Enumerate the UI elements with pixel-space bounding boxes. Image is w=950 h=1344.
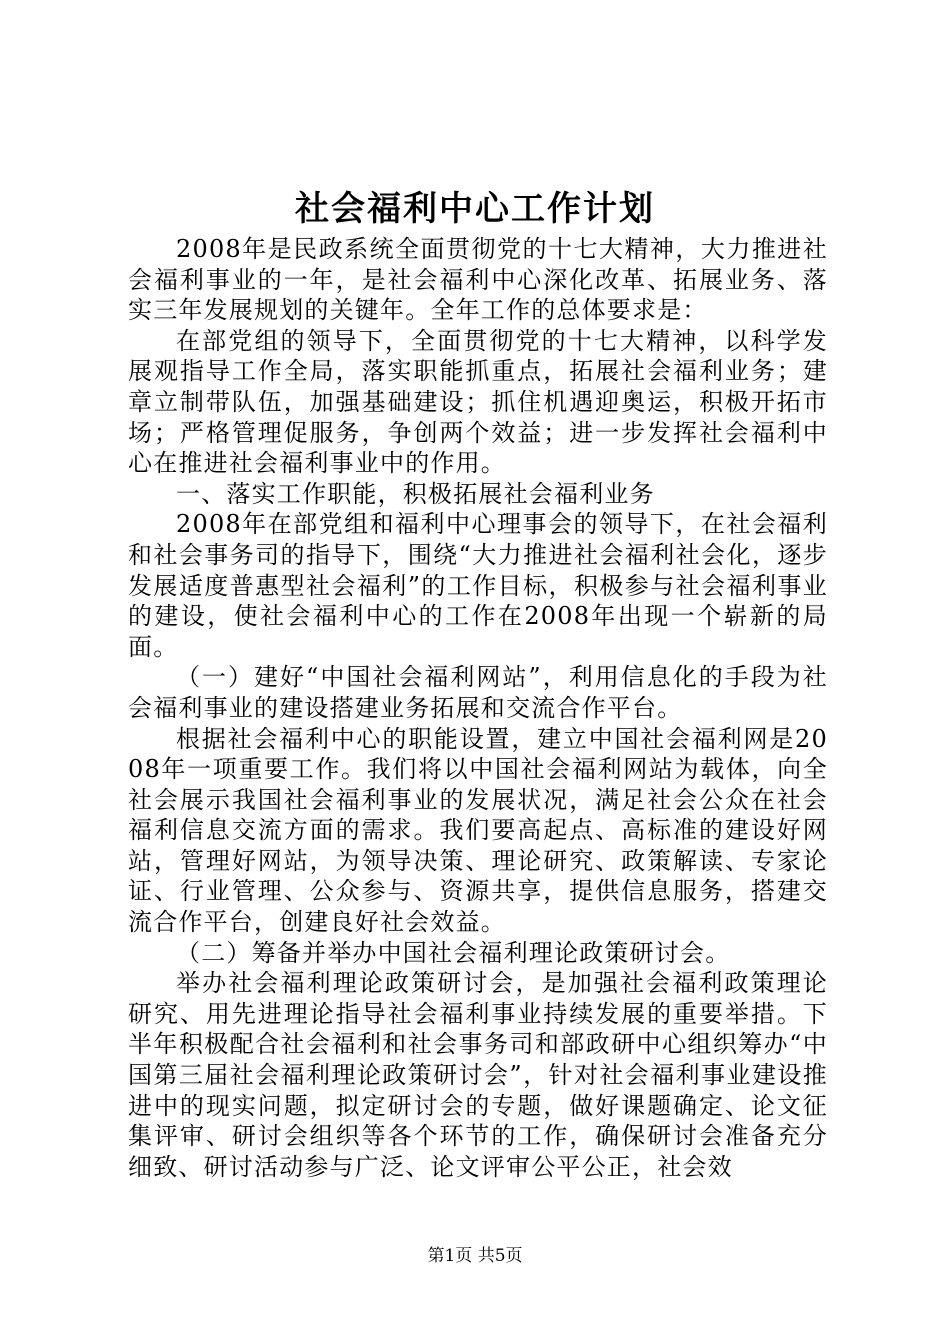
- page-footer: 第1页 共5页: [427, 1246, 523, 1266]
- paragraph-section-1: 2008年在部党组和福利中心理事会的领导下，在社会福利和社会事务司的指导下，围绕“大力推进社会福利社会化，逐步发展适度普惠型社会福利”的工作目标，积极参与社会福利事业的建设，使社会福利中心的工作在2008年出现一个崭新的局面。: [128, 510, 828, 661]
- subsection-heading-2: （二）筹备并举办中国社会福利理论政策研讨会。: [176, 938, 731, 967]
- section-heading-1: 一、落实工作职能，积极拓展社会福利业务: [176, 479, 655, 508]
- document-title: 社会福利中心工作计划: [295, 189, 655, 229]
- paragraph-requirements: 在部党组的领导下，全面贯彻党的十七大精神，以科学发展观指导工作全局，落实职能抓重点，拓展社会福利业务；建章立制带队伍，加强基础建设；抓住机遇迎奥运，积极开拓市场；严格管理促服务，争创两个效益；进一步发挥社会福利中心在推进社会福利事业中的作用。: [128, 326, 828, 478]
- paragraph-intro: 2008年是民政系统全面贯彻党的十七大精神，大力推进社会福利事业的一年，是社会福利中心深化改革、拓展业务、落实三年发展规划的关键年。全年工作的总体要求是：: [128, 235, 828, 325]
- paragraph-website: 根据社会福利中心的职能设置，建立中国社会福利网是2008年一项重要工作。我们将以中国社会福利网站为载体，向全社会展示我国社会福利事业的发展状况，满足社会公众在社会福利信息交流方面的需求。我们要高起点、高标准的建设好网站，管理好网站，为领导决策、理论研究、政策解读、专家论证、行业管理、公众参与、资源共享，提供信息服务，搭建交流合作平台，创建良好社会效益。: [128, 724, 828, 937]
- paragraph-seminar: 举办社会福利理论政策研讨会，是加强社会福利政策理论研究、用先进理论指导社会福利事业持续发展的重要举措。下半年积极配合社会福利和社会事务司和部政研中心组织筹办“中国第三届社会福利理论政策研讨会”，针对社会福利事业建设推进中的现实问题，拟定研讨会的专题，做好课题确定、论文征集评审、研讨会组织等各个环节的工作，确保研讨会准备充分细致、研讨活动参与广泛、论文评审公平公正，社会效: [128, 969, 828, 1181]
- document-body: [128, 234, 828, 1182]
- subsection-heading-1: （一）建好“中国社会福利网站”，利用信息化的手段为社会福利事业的建设搭建业务拓展和交流合作平台。: [128, 663, 828, 722]
